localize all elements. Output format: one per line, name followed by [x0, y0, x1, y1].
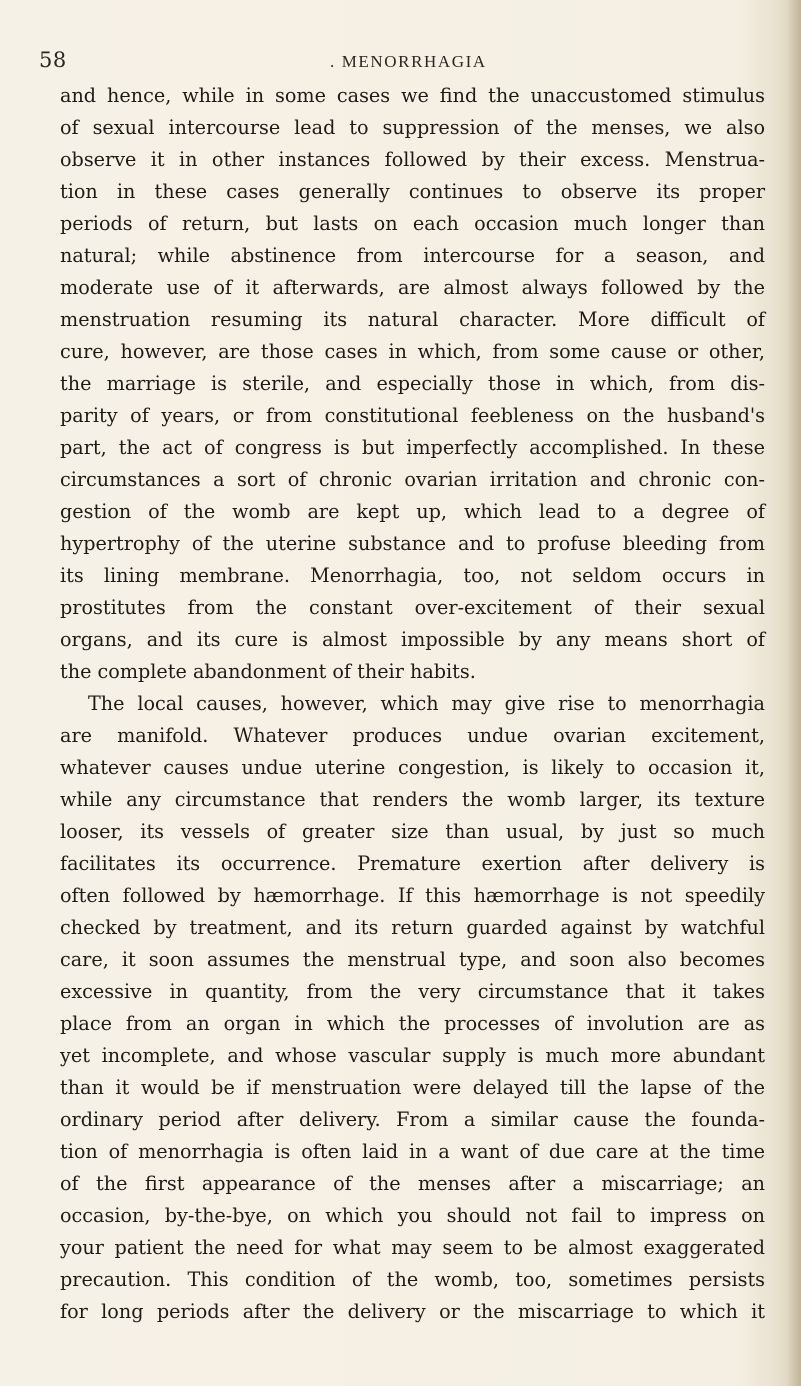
text-line: are manifold. Whatever produces undue ovarian excitement,: [60, 724, 765, 747]
text-line: gestion of the womb are kept up, which lead to a degree of: [60, 500, 765, 523]
paragraph-end-line: the complete abandonment of their habits.: [60, 660, 476, 683]
text-line: periods of return, but lasts on each occasion much longer than: [60, 212, 765, 235]
text-line: whatever causes undue uterine congestion, is likely to occasion it,: [60, 756, 765, 779]
text-line: the marriage is sterile, and especially those in which, from dis-: [60, 372, 765, 395]
text-line: observe it in other instances followed by their excess. Menstrua-: [60, 148, 765, 171]
text-line: your patient the need for what may seem to be almost exaggerated: [60, 1236, 765, 1259]
text-line: excessive in quantity, from the very circumstance that it takes: [60, 980, 765, 1003]
text-line: its lining membrane. Menorrhagia, too, not seldom occurs in: [60, 564, 765, 587]
text-line: tion in these cases generally continues to observe its proper: [60, 180, 765, 203]
text-line: prostitutes from the constant over-excitement of their sexual: [60, 596, 765, 619]
text-line: yet incomplete, and whose vascular supply is much more abundant: [60, 1044, 765, 1067]
text-line: hypertrophy of the uterine substance and to profuse bleeding from: [60, 532, 765, 555]
text-line: care, it soon assumes the menstrual type, and soon also becomes: [60, 948, 765, 971]
text-line: often followed by hæmorrhage. If this hæmorrhage is not speedily: [60, 884, 765, 907]
text-line: circumstances a sort of chronic ovarian irritation and chronic con-: [60, 468, 765, 491]
text-line: while any circumstance that renders the womb larger, its texture: [60, 788, 765, 811]
text-line: natural; while abstinence from intercourse for a season, and: [60, 244, 765, 267]
text-line: parity of years, or from constitutional feebleness on the husband's: [60, 404, 765, 427]
text-line: and hence, while in some cases we find the unaccustomed stimulus: [60, 84, 765, 107]
paragraph-start-line: The local causes, however, which may give rise to menorrhagia: [88, 692, 765, 715]
text-line: ordinary period after delivery. From a similar cause the founda-: [60, 1108, 765, 1131]
text-line: looser, its vessels of greater size than usual, by just so much: [60, 820, 765, 843]
text-line: of the first appearance of the menses after a miscarriage; an: [60, 1172, 765, 1195]
text-line: organs, and its cure is almost impossible by any means short of: [60, 628, 765, 651]
text-line: facilitates its occurrence. Premature exertion after delivery is: [60, 852, 765, 875]
text-line: moderate use of it afterwards, are almost always followed by the: [60, 276, 765, 299]
body-text: [60, 80, 765, 1328]
text-line: cure, however, are those cases in which, from some cause or other,: [60, 340, 765, 363]
text-line: for long periods after the delivery or the miscarriage to which it: [60, 1300, 765, 1323]
text-line: precaution. This condition of the womb, too, sometimes persists: [60, 1268, 765, 1291]
running-head: . MENORRHAGIA: [330, 52, 487, 71]
page-number: 58: [39, 48, 67, 72]
text-line: tion of menorrhagia is often laid in a want of due care at the time: [60, 1140, 765, 1163]
page-edge-shadow: [787, 0, 801, 1386]
text-line: part, the act of congress is but imperfectly accomplished. In these: [60, 436, 765, 459]
text-line: than it would be if menstruation were delayed till the lapse of the: [60, 1076, 765, 1099]
text-line: occasion, by-the-bye, on which you should not fail to impress on: [60, 1204, 765, 1227]
text-line: of sexual intercourse lead to suppression of the menses, we also: [60, 116, 765, 139]
text-line: place from an organ in which the processes of involution are as: [60, 1012, 765, 1035]
text-line: menstruation resuming its natural character. More difficult of: [60, 308, 765, 331]
text-line: checked by treatment, and its return guarded against by watchful: [60, 916, 765, 939]
